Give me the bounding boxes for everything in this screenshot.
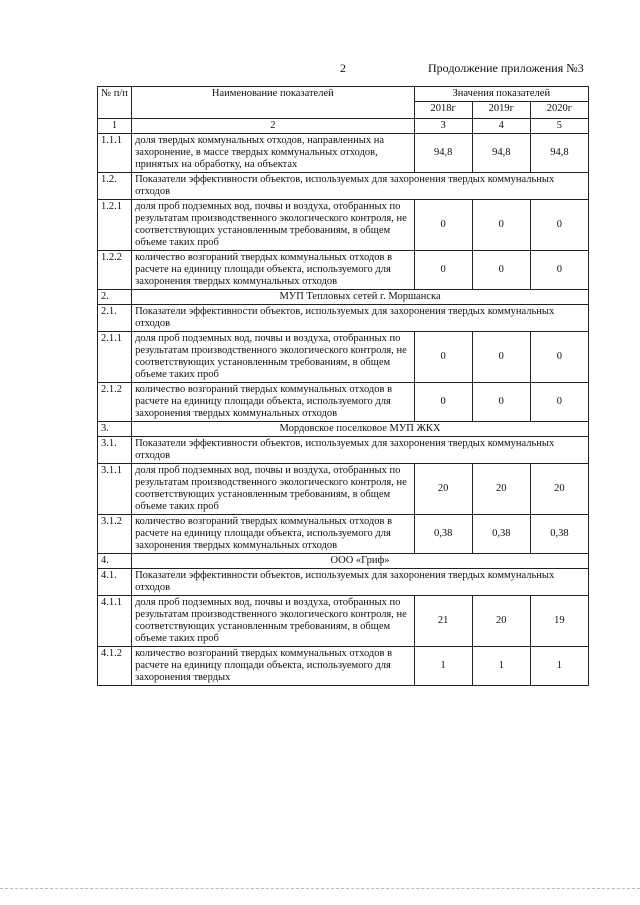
- row-number: 2.: [98, 290, 132, 305]
- row-number: 4.1.1: [98, 596, 132, 647]
- section-title: ООО «Гриф»: [132, 554, 589, 569]
- continuation-label: Продолжение приложения №3: [428, 61, 584, 75]
- table-row: [98, 647, 589, 686]
- indicator-name: доля проб подземных вод, почвы и воздуха, отобранных по результатам производственного экологического контроля, не соответствующих установленным требованиям, в общем объеме таких проб: [132, 596, 415, 647]
- index-cell: 4: [472, 119, 530, 134]
- section-title: Мордовское поселковое МУП ЖКХ: [132, 422, 589, 437]
- indicator-value: 20: [414, 464, 472, 515]
- row-number: 3.: [98, 422, 132, 437]
- indicators-table: [97, 86, 589, 686]
- table-row: [98, 290, 589, 305]
- indicator-name: доля твердых коммунальных отходов, направленных на захоронение, в массе твердых коммунальных отходов, принятых на обработку, на объектах: [132, 134, 415, 173]
- indicator-value: 0: [472, 200, 530, 251]
- index-cell: 3: [414, 119, 472, 134]
- indicator-value: 1: [472, 647, 530, 686]
- row-number: 3.1.1: [98, 464, 132, 515]
- table-row: [98, 554, 589, 569]
- table-row: [98, 251, 589, 290]
- row-number: 2.1.1: [98, 332, 132, 383]
- row-number: 3.1.: [98, 437, 132, 464]
- table-row: [98, 200, 589, 251]
- indicator-value: 19: [530, 596, 588, 647]
- section-title: МУП Тепловых сетей г. Моршанска: [132, 290, 589, 305]
- indicator-value: 0: [472, 332, 530, 383]
- index-cell: 5: [530, 119, 588, 134]
- header-values: Значения показателей: [414, 87, 588, 102]
- indicator-value: 0,38: [414, 515, 472, 554]
- row-number: 2.1.2: [98, 383, 132, 422]
- indicator-value: 0: [530, 200, 588, 251]
- index-cell: 1: [98, 119, 132, 134]
- indicator-value: 20: [472, 464, 530, 515]
- indicator-value: 0: [530, 332, 588, 383]
- table-row: [98, 437, 589, 464]
- row-number: 1.2.1: [98, 200, 132, 251]
- table-row: [98, 464, 589, 515]
- indicator-name: количество возгораний твердых коммунальных отходов в расчете на единицу площади объекта, используемого для захоронения твердых: [132, 647, 415, 686]
- indicator-value: 0: [472, 251, 530, 290]
- row-number: 1.2.: [98, 173, 132, 200]
- indicator-value: 0: [530, 251, 588, 290]
- indicator-name: количество возгораний твердых коммунальных отходов в расчете на единицу площади объекта, используемого для захоронения твердых коммунальных отходов: [132, 251, 415, 290]
- indicator-value: 0: [414, 200, 472, 251]
- row-number: 3.1.2: [98, 515, 132, 554]
- indicator-value: 20: [530, 464, 588, 515]
- subsection-title: Показатели эффективности объектов, используемых для захоронения твердых коммунальных отходов: [132, 569, 589, 596]
- indicator-value: 94,8: [472, 134, 530, 173]
- subsection-title: Показатели эффективности объектов, используемых для захоронения твердых коммунальных отходов: [132, 305, 589, 332]
- row-number: 4.: [98, 554, 132, 569]
- table-row: [98, 515, 589, 554]
- table-row: [98, 332, 589, 383]
- indicator-value: 0: [414, 332, 472, 383]
- indicator-value: 1: [414, 647, 472, 686]
- indicator-value: 0,38: [530, 515, 588, 554]
- indicator-value: 20: [472, 596, 530, 647]
- row-number: 4.1.: [98, 569, 132, 596]
- row-number: 4.1.2: [98, 647, 132, 686]
- subsection-title: Показатели эффективности объектов, используемых для захоронения твердых коммунальных отходов: [132, 437, 589, 464]
- header-num: № п/п: [98, 87, 132, 119]
- table-row: [98, 134, 589, 173]
- scan-edge-line: [0, 888, 640, 889]
- indicator-name: доля проб подземных вод, почвы и воздуха, отобранных по результатам производственного экологического контроля, не соответствующих установленным требованиям, в общем объеме таких проб: [132, 200, 415, 251]
- index-cell: 2: [132, 119, 415, 134]
- page-number: 2: [340, 61, 346, 75]
- row-number: 1.1.1: [98, 134, 132, 173]
- indicator-name: количество возгораний твердых коммунальных отходов в расчете на единицу площади объекта, используемого для захоронения твердых коммунальных отходов: [132, 383, 415, 422]
- header-year-2018: 2018г: [414, 102, 472, 119]
- header-name: Наименование показателей: [132, 87, 415, 119]
- indicator-name: доля проб подземных вод, почвы и воздуха, отобранных по результатам производственного экологического контроля, не соответствующих установленным требованиям, в общем объеме таких проб: [132, 464, 415, 515]
- table-row: [98, 596, 589, 647]
- indicator-value: 0: [414, 383, 472, 422]
- table-row: [98, 569, 589, 596]
- row-number: 1.2.2: [98, 251, 132, 290]
- row-number: 2.1.: [98, 305, 132, 332]
- indicator-value: 0,38: [472, 515, 530, 554]
- indicator-value: 1: [530, 647, 588, 686]
- indicator-value: 0: [530, 383, 588, 422]
- indicator-name: доля проб подземных вод, почвы и воздуха, отобранных по результатам производственного экологического контроля, не соответствующих установленным требованиям, в общем объеме таких проб: [132, 332, 415, 383]
- table-row: [98, 422, 589, 437]
- header-year-2020: 2020г: [530, 102, 588, 119]
- indicator-value: 94,8: [414, 134, 472, 173]
- indicator-value: 21: [414, 596, 472, 647]
- indicator-name: количество возгораний твердых коммунальных отходов в расчете на единицу площади объекта, используемого для захоронения твердых коммунальных отходов: [132, 515, 415, 554]
- indicator-value: 0: [414, 251, 472, 290]
- indicator-value: 94,8: [530, 134, 588, 173]
- subsection-title: Показатели эффективности объектов, используемых для захоронения твердых коммунальных отходов: [132, 173, 589, 200]
- table-row: [98, 305, 589, 332]
- header-year-2019: 2019г: [472, 102, 530, 119]
- table-row: [98, 383, 589, 422]
- table-row: [98, 173, 589, 200]
- indicator-value: 0: [472, 383, 530, 422]
